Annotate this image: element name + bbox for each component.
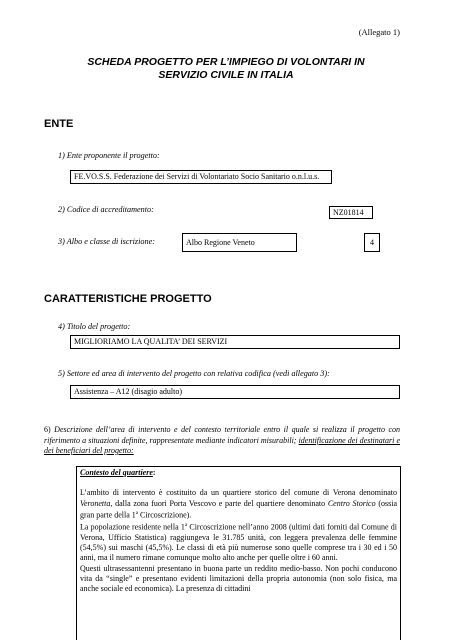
para2-b: Circoscrizione nell’anno 2008 (ultimi dati forniti dal Comune di Verona, Ufficio Statistica) raggiungeva le 31.785 unità, con leggera prevalenza delle femmine (54,5%) sui maschi (45,5%). Le classi di età più numerose sono quelle comprese tra i 30 ed i 50 anni, ma il numero rimane comunque molto alto anche per quelle oltre i 60 anni.: [80, 522, 397, 563]
q6-text: Descrizione dell’area di intervento e del contesto territoriale entro il quale si realizza il progetto con riferimento a situazioni definite, rappresentate mediante indicatori misurabili;: [44, 425, 400, 445]
q2-label: 2) Codice di accreditamento:: [58, 205, 154, 214]
q3-albo-box: Albo Regione Veneto: [182, 233, 297, 252]
context-title: Contesto del quartiere: [80, 468, 153, 477]
q6-underlined-text: identificazione dei destinatari e dei beneficiari del progetto:: [44, 435, 401, 455]
title-line-2: SERVIZIO CIVILE IN ITALIA: [158, 69, 294, 81]
para1-c: , dalla zona fuori Porta Vescovo e parte del quartiere denominato: [110, 498, 328, 508]
context-colon: :: [152, 468, 156, 477]
attachment-label: (Allegato 1): [358, 27, 400, 37]
section-heading-ente: ENTE: [44, 118, 74, 130]
para1-centro-storico: Centro Storico: [327, 498, 376, 508]
para1-veronetta: Veronetta: [80, 498, 111, 508]
q5-label: 5) Settore ed area di intervento del progetto con relativa codifica (vedi allegato 3):: [58, 369, 330, 378]
para1-a: L’ambito di intervento è costituito da un quartiere storico del comune di Verona denominato: [80, 488, 397, 498]
q4-label: 4) Titolo del progetto:: [58, 322, 131, 331]
para1-sup: a: [135, 510, 138, 516]
q1-value-box: FE.VO.S.S. Federazione dei Servizi di Volontariato Socio Sanitario o.n.l.u.s.: [70, 170, 332, 184]
q6-description: [44, 425, 400, 457]
paragraph-1: [80, 488, 397, 521]
para1-e: (ossia gran parte della 1: [80, 498, 397, 520]
q3-label: 3) Albo e classe di iscrizione:: [58, 237, 155, 246]
q5-value-box: Assistenza – A12 (disagio adulto): [70, 385, 400, 399]
q2-value-box: NZ01814: [329, 206, 373, 219]
title-line-1: SCHEDA PROGETTO PER L’IMPIEGO DI VOLONTARI IN: [87, 56, 365, 68]
q1-label: 1) Ente proponente il progetto:: [58, 151, 160, 160]
q6-number: 6): [44, 425, 51, 434]
paragraph-3: Questi ultrasessantenni presentano in buona parte un reddito medio-basso. Non pochi conducono vita da “single” e presentano evidenti limitazioni della propria autonomia (non solo fisica, ma anche sociale ed economica). La presenza di cittadini: [80, 563, 397, 594]
q3-class-box: 4: [364, 233, 380, 252]
para2-sup: a: [184, 522, 188, 528]
para2-a: La popolazione residente nella 1: [80, 522, 185, 532]
q6-content-box: [76, 466, 401, 640]
paragraph-2: [80, 521, 397, 564]
section-heading-progetto: CARATTERISTICHE PROGETTO: [44, 293, 212, 305]
q4-value-box: MIGLIORIAMO LA QUALITA’ DEI SERVIZI: [70, 335, 400, 349]
para1-f: Circoscrizione).: [137, 510, 192, 520]
document-title: [0, 56, 452, 82]
